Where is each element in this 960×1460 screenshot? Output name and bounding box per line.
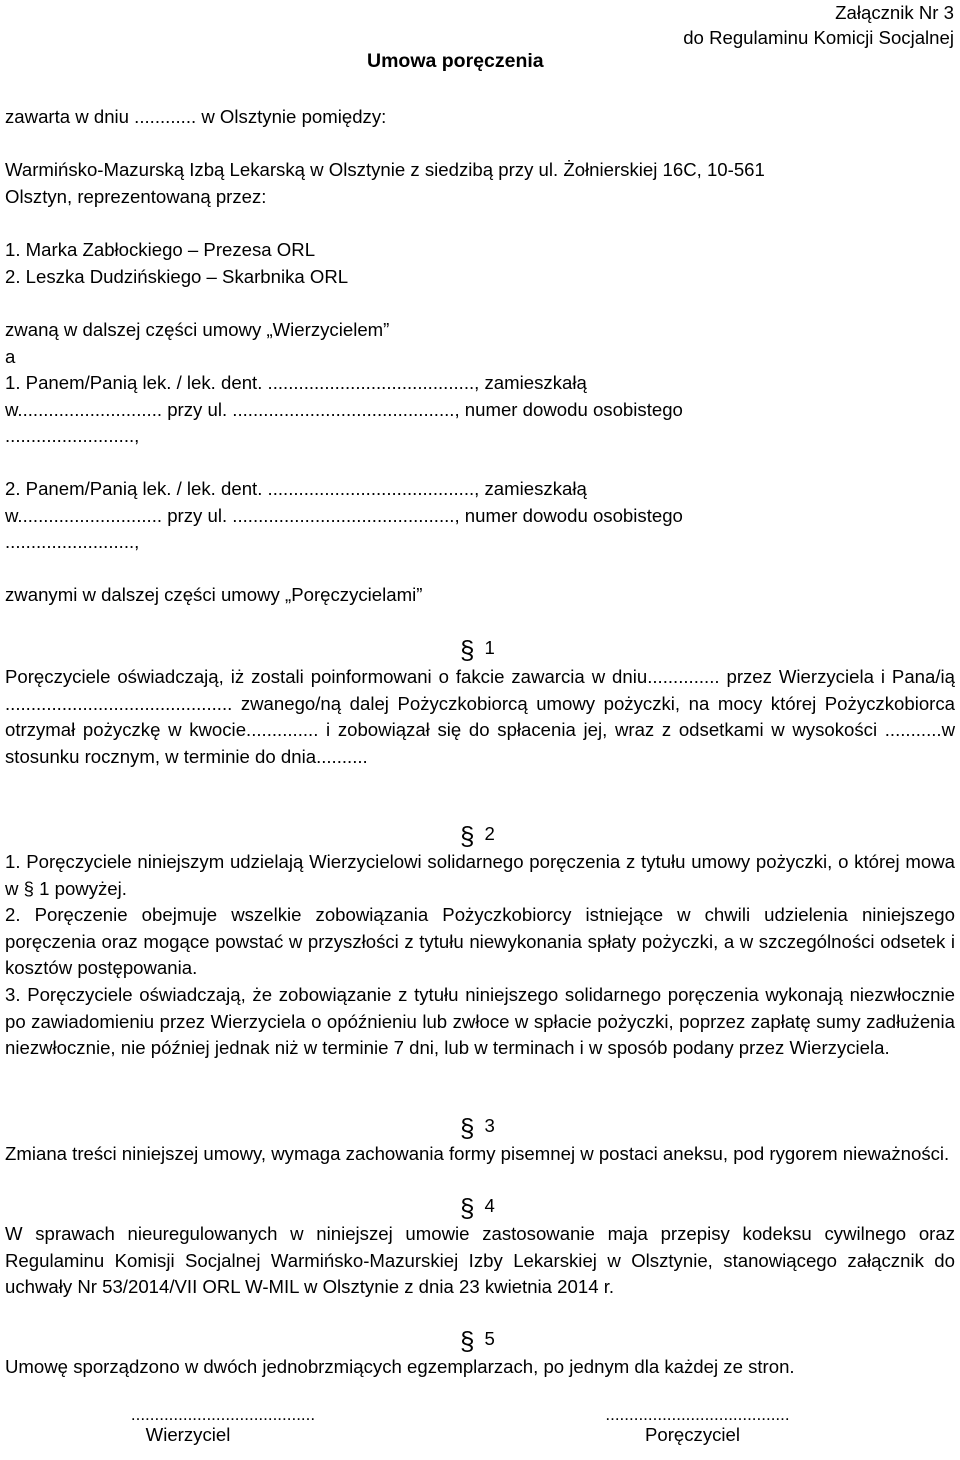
guarantor-2-line-2: w............................ przy ul. ..........................................., numer dowodu osobistego [5,505,683,526]
section-1-text: Poręczyciele oświadczają, iż zostali poinformowani o fakcie zawarcia w dniu.............. przez Wierzyciela i Pana/ią ............................................ zwanego/ną dalej Pożyczkobiorcą umowy pożyczki, na mocy której Pożyczkobiorca otrzymał pożyczkę w kwocie.............. i zobowiązał się do spłacenia jej, wraz z odsetkami w wysokości ...........w stosunku rocznym, w terminie do dnia.......... [5,666,955,767]
signature-creditor [78,1405,368,1448]
guarantor-1-line-1: 1. Panem/Panią lek. / lek. dent. ........................................, zamieszkałą [5,372,587,393]
section-3-text: Zmiana treści niniejszej umowy, wymaga zachowania formy pisemnej w postaci aneksu, pod rygorem nieważności. [5,1143,950,1164]
section-symbol: § [460,1193,475,1223]
section-1-heading [460,635,495,665]
signature-line: ....................................... [605,1405,790,1424]
annex-note [683,0,954,50]
guarantor-2-line-3: ........................., [5,531,140,552]
section-4-text: W sprawach nieuregulowanych w niniejszej umowie zastosowanie maja przepisy kodeksu cywilnego oraz Regulaminu Komisji Socjalnej Warmińsko-Mazurskiej Izby Lekarskiej w Olsztynie, stanowiącego załącznik do uchwały Nr 53/2014/VII ORL W-MIL w Olsztynie z dnia 23 kwietnia 2014 r. [5,1223,955,1297]
section-5-heading [460,1326,495,1356]
guarantor-1-line-2: w............................ przy ul. ..........................................., numer dowodu osobistego [5,399,683,420]
annex-line-1: Załącznik Nr 3 [835,2,954,23]
section-symbol: § [460,1113,475,1143]
section-2-point-2: 2. Poręczenie obejmuje wszelkie zobowiązania Pożyczkobiorcy istniejące w chwili udzielenia niniejszego poręczenia oraz mogące powstać w przyszłości z tytułu niewykonania spłaty pożyczki, a w szczególności odsetek i kosztów postępowania. [5,904,955,978]
creditor-line-1: Warmińsko-Mazurską Izbą Lekarską w Olsztynie z siedzibą przy ul. Żołnierskiej 16C, 10-561 [5,159,765,180]
section-3-heading [460,1113,495,1143]
signature-label-guarantor: Poręczyciel [644,1424,741,1445]
section-symbol: § [460,821,475,851]
creditor-line-2: Olsztyn, reprezentowaną przez: [5,186,267,207]
section-number: 5 [484,1328,495,1349]
and-word: a [5,346,16,367]
section-number: 3 [484,1115,495,1136]
section-4-heading [460,1193,495,1223]
representative-1: 1. Marka Zabłockiego – Prezesa ORL [5,239,316,260]
section-2-point-1: 1. Poręczyciele niniejszym udzielają Wierzycielowi solidarnego poręczenia z tytułu umowy pożyczki, o której mowa w § 1 powyżej. [5,851,955,899]
signature-guarantor [500,1405,895,1448]
document-title: Umowa poręczenia [367,50,544,72]
section-2-point-3: 3. Poręczyciele oświadczają, że zobowiązanie z tytułu niniejszego solidarnego poręczenia wykonają niezwłocznie po zawiadomieniu przez Wierzyciela o opóźnieniu lub zwłoce w spłacie pożyczki, poprzez zapłatę sumy zadłużenia niezwłocznie, nie później jednak niż w terminie 7 dni, lub w terminach i w sposób podany przez Wierzyciela. [5,984,955,1058]
guarantor-1-line-3: ........................., [5,425,140,446]
creditor-named: zwaną w dalszej części umowy „Wierzycielem” [5,319,390,340]
signature-line: ....................................... [130,1405,316,1424]
signature-label-creditor: Wierzyciel [145,1424,231,1445]
annex-line-2: do Regulaminu Komicji Socjalnej [683,27,954,48]
section-number: 2 [484,823,495,844]
section-symbol: § [460,1326,475,1356]
section-number: 1 [484,637,495,658]
guarantors-named: zwanymi w dalszej części umowy „Poręczycielami” [5,584,423,605]
section-symbol: § [460,635,475,665]
representative-2: 2. Leszka Dudzińskiego – Skarbnika ORL [5,266,349,287]
concluded-line: zawarta w dniu ............ w Olsztynie pomiędzy: [5,106,387,127]
section-number: 4 [484,1195,495,1216]
guarantor-2-line-1: 2. Panem/Panią lek. / lek. dent. ........................................, zamieszkałą [5,478,587,499]
section-2-heading [460,821,495,851]
section-5-text: Umowę sporządzono w dwóch jednobrzmiących egzemplarzach, po jednym dla każdej ze stron. [5,1356,795,1377]
